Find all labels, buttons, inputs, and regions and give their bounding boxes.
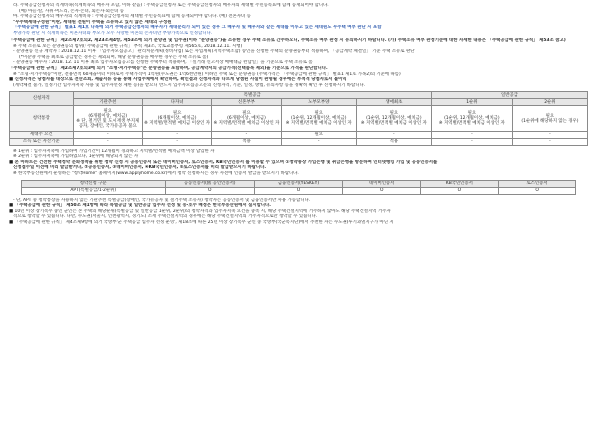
table-cell: - xyxy=(73,132,142,139)
text-line: ※ 한국부동산원에서 운영하는 "청약Home" 홈페이지(www.applyhome.co.kr)에서 청약 신청하시는 경우 사전에 인증서 발급을 받으시기 바랍니다. xyxy=(13,170,299,176)
table-cell: - xyxy=(512,132,587,139)
text-line: - 분양권등 신규 계약자 : 2018.12.11 이후 「입주자모집공고」 관리처분계획(정비사업) 또는 사업계획(지역주택조합) 승인을 신청한 주택의 분양권등부터 적용하며, 「공급계약 체결일」 기준 주택 소유로 판단 xyxy=(13,49,415,55)
text-line: 부양가족 판단 시 직계비속은 미혼자녀와 부모가 모두 사망한 미혼의 손자녀만 부양가족으로 인정합니다. xyxy=(13,30,213,36)
table-cell: O xyxy=(498,187,576,194)
text-line: ■ 신청자격은 당첨자를 대상으로 전산조회, 제출서류 등을 통해 사업주체에서 확인하며, 확인결과 신청자격과 다르게 당첨된 사실이 판명될 경우에는 부적격 당첨자로서 불이익 xyxy=(9,77,347,83)
table-cell: - xyxy=(431,132,512,139)
text-line: 마. 주택공급신청자의 배우자의 직계비속 : 주택공급신청자의 세대별 주민등록표에 함께 등재되어야 합니다. (예) 전혼자녀 등 xyxy=(13,14,251,20)
text-line: 신청접수일 이전에 미리 발급받거나, ②공동인증서, ③네이버인증서, ④KB국민인증서, ⑤토스인증서를 미리 발급받으시기 바랍니다. xyxy=(13,165,267,171)
table-cell: O xyxy=(254,187,343,194)
text-line: - 분양권등 매수자 : 2018. 12. 11 이후 최초 입주자모집공고를 신청한 주택부터 적용하며, 「실거래 신고서상 매매대금 완납일」을 기준으로 주택 소유로 봄 xyxy=(13,60,313,66)
table-header: 2순위 xyxy=(512,99,587,106)
table-cell: 필요 (1순위에 해당하지 않는 경우) xyxy=(512,106,587,132)
table-row xyxy=(10,132,588,139)
table-cell: O xyxy=(165,187,254,194)
row-label: 세대주 요건 xyxy=(10,132,74,139)
table-header: KB국민인증서 xyxy=(421,180,499,187)
text-line: (계약체결 불가, 일정기간 입주자저축 사용 및 입주자선정 제한 등)을 받으니 반드시 입주자모집공고문의 신청자격, 기준, 일정, 방법, 유의사항 등을 정확히 확인 후 신청하시기 바랍니다. xyxy=(13,82,366,88)
table-row xyxy=(21,187,576,194)
table-cell: O xyxy=(421,187,499,194)
text-line: (예) 아들·딸, 사위·며느리, 손자·손녀, 외손자·외손녀 등 xyxy=(19,8,125,14)
eligibility-table xyxy=(9,91,588,145)
document-page xyxy=(9,3,588,422)
table-cell: - xyxy=(212,132,281,139)
table-cell: 필요 xyxy=(281,132,356,139)
table-header: 일반공급 xyxy=(431,92,587,99)
table-header: 1순위 xyxy=(431,99,512,106)
text-line: - 단, APT 중 청약통장을 사용하지 않는 기관추천 특별공급(장애인, 국가유공자 및 철거주택 소유자) 청약자는 공동인증서 및 금융인증서만 사용 가능합니다. xyxy=(13,197,311,203)
row-label: 소득 또는 자산기준 xyxy=(10,139,74,146)
table-row xyxy=(10,139,588,146)
table-header: 공동인증서(舊 공인인증서) xyxy=(165,180,254,187)
text-line: ※ "소형·저가주택등"이란, 전용면적 60제곱미터 이하로서 주택가격이 1억원(수도권은 1억6천만원) 이하인 주택 또는 분양권등 (주택가격은 「주택공급에 관한 규칙」 별표1 제1호 가목2)의 기준에 따름) xyxy=(13,71,401,77)
text-line: 격으로 청약할 수 있습니다. 다만, 수도권(서울시, 인천광역시, 경기도) 소재 주택건설지역의 경우에는 해당 주택건설지역의 거주자격으로만 청약할 수 있습니다. xyxy=(13,214,318,220)
bottom-section xyxy=(9,198,588,226)
table-header: 금융인증서(YESKEY) xyxy=(254,180,343,187)
table-cell: 필요 (6개월이상, 예치금) ※ 지역별/면적별 예치금 이상인 자 xyxy=(142,106,211,132)
text-line: ■ 「주택공급에 관한 규칙」 제4조제9항에 의거 국방부'군 주택공급 입주자 선정 운영', 제18조에 따른 25년 이상 장기복무 군인 중 국방부(국군복지단)에서 추천한 자는 수도권(투기과열지구가 아닌 지 xyxy=(9,219,394,225)
table-header: 다자녀 xyxy=(142,99,211,106)
text-line: 라. 주택공급신청자의 직계비속(직계비속의 배우자 포함, 이하 같음) : 주택공급신청자 또는 주택공급신청자의 배우자의 세대별 주민등록표에 함께 등재되어야 합니다. xyxy=(13,3,329,8)
table-cell: 적용 xyxy=(356,139,431,146)
text-line: ※ 주택 소유로 보는 분양권등의 범위(「주택공급에 관한 규칙」 부칙 제3조, 국토교통부령 제565호, 2018.12.11. 시행) xyxy=(13,43,243,49)
text-line: 「주택공급에 관한 규칙」 제2조제7호의3에 의거 "소형·저가주택등"은 분양권등을 포함하며, 공급계약서의 공급가격(선택품목 제외)을 기준으로 가격을 판단합니다. xyxy=(9,66,328,72)
table-cell: - xyxy=(281,139,356,146)
table-header: 신청자격 xyxy=(10,92,74,106)
text-line: ※ 1순위 : 입주자저축에 가입하여 가입기간이 12개월이 경과하고 지역별/면적별 예치금액 이상 납입한 자 xyxy=(13,148,215,154)
table-header: 신혼부부 xyxy=(212,99,281,106)
table-cell: 적용 xyxy=(212,139,281,146)
table-cell: 필요 (6개월이상, 예치금) ※ 단, 철거민 및 도시재생 부지제공자, 장애인, 국가유공자 불요 xyxy=(73,106,142,132)
certificate-table xyxy=(21,180,577,195)
row-label: 청약통장 xyxy=(10,106,74,132)
text-line: 「주택공급에 관한 규칙」 제2조제7호의2, 제23조제4항, 제53조에 의거 분양권 및 입주권(이하 "분양권등")을 소유한 경우 주택 소유로 간주하오니, 주택소유 여부 판정 시 유의하시기 바랍니다. (가) 주택소유 여부 판정기준에 대한 자세한 내용은 「주택공급에 관한 규칙」 제53조 참고) xyxy=(9,38,566,44)
table-header: 기관추천 xyxy=(73,99,142,106)
text-line: 「주택공급에 관한 규칙」 별표1 제1호 나목에 의거 주택공급신청자의 배우자가 세대분리가 되어 있는 경우 그 배우자 및 배우자와 같은 세대를 이루고 있는 세대원도 무주택 여부 판단 시 포함 xyxy=(13,25,382,31)
text-line: (*미분양 주택을 최초로 공급받은 경우는 제외되며, 해당 분양권등을 매수한 경우는 주택 소유로 봄) xyxy=(19,54,209,60)
table-cell: - xyxy=(356,132,431,139)
table-row xyxy=(10,106,588,132)
table-cell: 필요 (1순위, 12개월이상, 예치금) ※ 지역별/면적별 예치금 이상인 자 xyxy=(356,106,431,132)
table-cell: - xyxy=(512,139,587,146)
table-header: 생애최초 xyxy=(356,99,431,106)
table-cell: - xyxy=(142,132,211,139)
ownership-section xyxy=(9,38,588,88)
top-section xyxy=(9,3,588,37)
text-line: ■ 본 아파트는 건전한 주택청약 문화정착을 위한 청약 신청 시 공동인증서 또는 네이버인증서, 토스인증서, KB국민인증서 를 이용할 수 있으며 ①청약통장 가입은행 및 취급은행을 방문하여 인터넷뱅킹 가입 및 공동인증서를 xyxy=(9,159,438,165)
table-header: 네이버인증서 xyxy=(343,180,421,187)
table-cell: 필요 (1순위, 12개월이상, 예치금) ※ 지역별/면적별 예치금 이상인 자 xyxy=(431,106,512,132)
text-line: ■ 10년 이상 장기복무 중인 군인은 본 주택의 해당순위(특별공급 및 일반공급 1순위, 2순위)의 청약자격과 입주자저축 요건을 충족 시, 해당 주택건설지역에 거주하지 않아도 해당 주택건설지역 거주자 xyxy=(9,208,391,214)
text-line: "무주택세대구성원"이란, 세대원 전원이 주택을 소유하고 있지 않은 세대의 구성원 xyxy=(13,19,172,25)
table-header: 노부모부양 xyxy=(281,99,356,106)
table-cell: 필요 (6개월이상, 예치금) ※ 지역별/면적별 예치금 이상인 자 xyxy=(212,106,281,132)
table-cell: APT(특별공급/1·2순위) xyxy=(21,187,165,194)
table-header: 토스인증서 xyxy=(498,180,576,187)
table-cell: - xyxy=(431,139,512,146)
text-line: ※ 2순위 : 입주자저축에 가입하였으나, 1순위에 해당되지 않는 자 xyxy=(13,154,139,160)
table-cell: O xyxy=(343,187,421,194)
table-cell: - xyxy=(142,139,211,146)
table-cell: - xyxy=(73,139,142,146)
table-header: 특별공급 xyxy=(73,92,431,99)
notes-section xyxy=(9,149,588,177)
text-line: ■ 「주택공급에 관한 규칙」 제50조 제1항에 따라 특별공급 및 일반공급 입주자 선정 및 동·호수 배정은 한국부동산원에서 실시합니다. xyxy=(9,203,271,209)
table-cell: 필요 (1순위, 12개월이상, 예치금) ※ 지역별/면적별 예치금 이상인 자 xyxy=(281,106,356,132)
table-header: 청약신청 구분 xyxy=(21,180,165,187)
